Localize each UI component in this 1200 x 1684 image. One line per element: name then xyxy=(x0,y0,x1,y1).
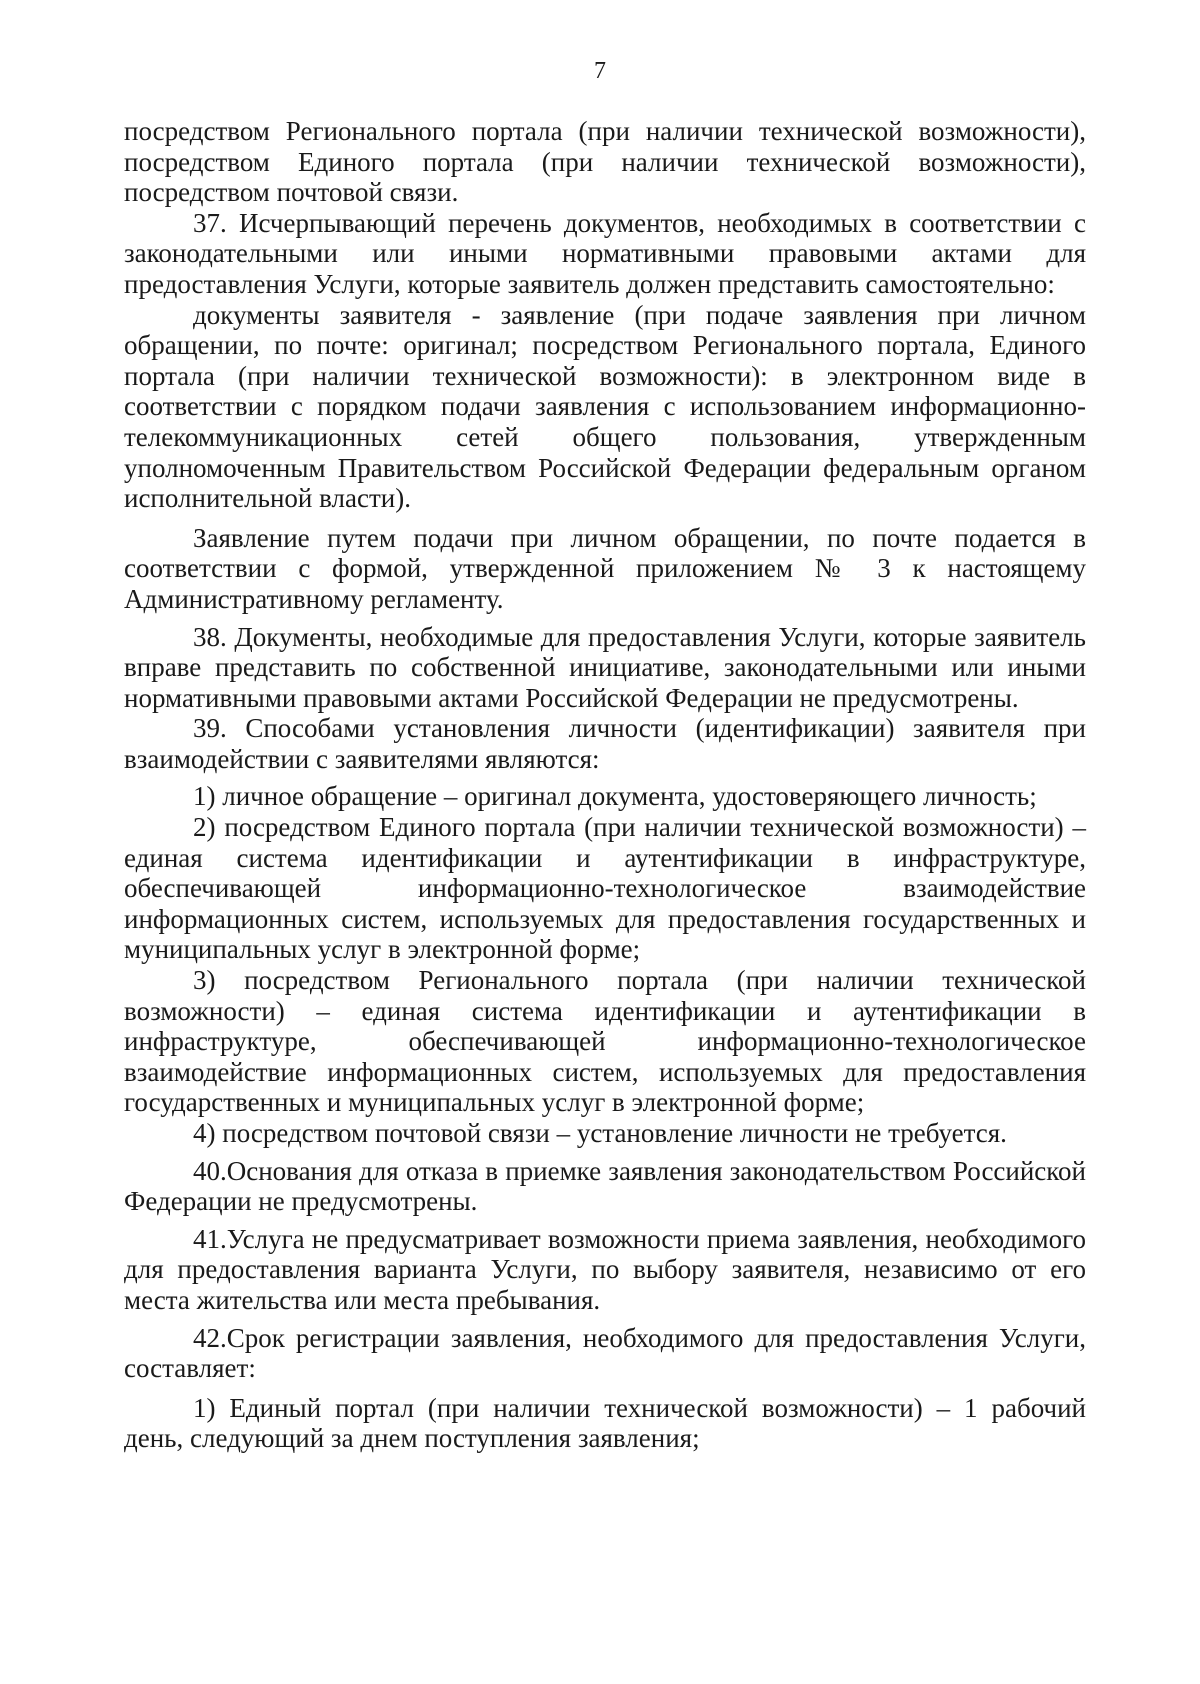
paragraph-38: 38. Документы, необходимые для предоставления Услуги, которые заявитель вправе представить по собственной инициативе, законодательными или иными нормативными правовыми актами Российской Федерации не предусмотрены. xyxy=(124,621,1086,713)
document-body xyxy=(124,116,1086,1454)
paragraph-42: 42.Срок регистрации заявления, необходимого для предоставления Услуги, составляет: xyxy=(124,1322,1086,1384)
paragraph-application-form: Заявление путем подачи при личном обращении, по почте подается в соответствии с формой, утвержденной приложением № 3 к настоящему Административному регламенту. xyxy=(124,522,1086,614)
page-number: 7 xyxy=(594,58,606,84)
paragraph-41: 41.Услуга не предусматривает возможности приема заявления, необходимого для предоставления варианта Услуги, по выбору заявителя, независимо от его места жительства или места пребывания. xyxy=(124,1223,1086,1315)
paragraph-applicant-documents: документы заявителя - заявление (при подаче заявления при личном обращении, по почте: оригинал; посредством Регионального портала, Единого портала (при наличии технической возможности): в электронном виде в соответствии с порядком подачи заявления с использованием информационно-телекоммуникационных сетей общего пользования, утвержденным уполномоченным Правительством Российской Федерации федеральным органом исполнительной власти). xyxy=(124,299,1086,514)
list-item-3: 3) посредством Регионального портала (при наличии технической возможности) – единая система идентификации и аутентификации в инфраструктуре, обеспечивающей информационно-технологическое взаимодействие информационных систем, используемых для предоставления государственных и муниципальных услуг в электронной форме; xyxy=(124,965,1086,1118)
paragraph-continuation: посредством Регионального портала (при наличии технической возможности), посредством Единого портала (при наличии технической возможности), посредством почтовой связи. xyxy=(124,116,1086,208)
paragraph-40: 40.Основания для отказа в приемке заявления законодательством Российской Федерации не предусмотрены. xyxy=(124,1155,1086,1217)
list-item-4: 4) посредством почтовой связи – установление личности не требуется. xyxy=(193,1118,1007,1148)
list-item-2: 2) посредством Единого портала (при наличии технической возможности) – единая система идентификации и аутентификации в инфраструктуре, обеспечивающей информационно-технологическое взаимодействие информационных систем, используемых для предоставления государственных и муниципальных услуг в электронной форме; xyxy=(124,812,1086,965)
paragraph-39: 39. Способами установления личности (идентификации) заявителя при взаимодействии с заявителями являются: xyxy=(124,713,1086,774)
paragraph-37: 37. Исчерпывающий перечень документов, необходимых в соответствии с законодательными или иными нормативными правовыми актами для предоставления Услуги, которые заявитель должен представить самостоятельно: xyxy=(124,207,1086,299)
paragraph-42-item-1: 1) Единый портал (при наличии технической возможности) – 1 рабочий день, следующий за днем поступления заявления; xyxy=(124,1392,1086,1454)
list-item-1: 1) личное обращение – оригинал документа, удостоверяющего личность; xyxy=(193,781,1037,812)
